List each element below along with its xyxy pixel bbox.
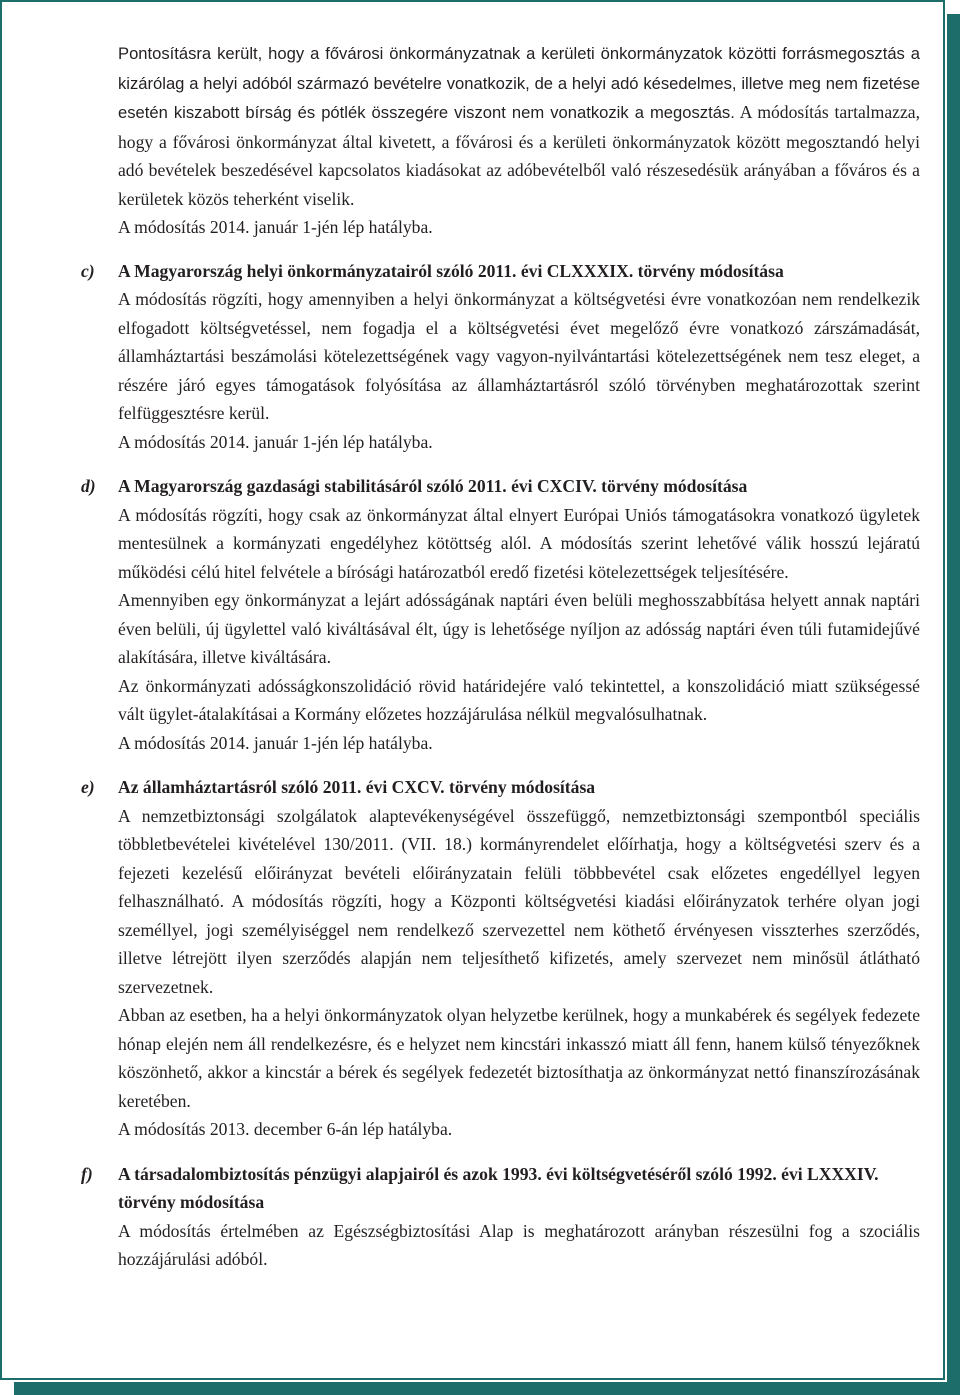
page-shadow-right [947,14,960,1395]
section-paragraph: A módosítás rögzíti, hogy csak az önkormányzat által elnyert Európai Uniós támogatásokra vonatkozó ügyletek mentesülnek a kormányzati engedélyhez kötöttség alól. A módosítás szerint lehetővé válik hosszú lejáratú működési célú hitel felvétele a bírósági határozatból eredő fizetési kötelezettségek teljesítésére. [118,504,920,582]
intro-paragraph [118,39,920,213]
section-paragraph: A nemzetbiztonsági szolgálatok alaptevékenységével összefüggő, nemzetbiztonsági szempontból speciális többletbevételei kivételével 130/2011. (VII. 18.) kormányrendelet előírhatja, hogy a költségvetési szerv és a fejezeti kezelésű előirányzat bevételi előirányzatain felüli többbevétel csak előzetes engedéllyel legyen felhasználható. A módosítás rögzíti, hogy a Központi költségvetési kiadási előirányzatok terhére olyan jogi személlyel, jogi személyiséggel nem rendelkező szervezettel nem köthető érvényesen visszterhes szerződés, illetve létrejött ilyen szerződés alapján nem teljesíthető kifizetés, amely szervezet nem minősül átlátható szervezetnek. [118,805,920,997]
section-c [81,257,920,457]
section-heading: Az államháztartásról szóló 2011. évi CXCV. törvény módosítása [118,777,596,797]
section-heading: A Magyarország gazdasági stabilitásáról szóló 2011. évi CXCIV. törvény módosítása [118,476,748,496]
section-paragraph: A módosítás rögzíti, hogy amennyiben a helyi önkormányzat a költségvetési évre vonatkozóan nem rendelkezik elfogadott költségvetéssel, nem fogadja el a költségvetési évet megelőző évre vonatkozó zárszámadását, államháztartási beszámolási kötelezettségének vagy vagyon-nyilvántartási kötelezettségének nem tesz eleget, a részére járó egyes támogatások folyósítása az államháztartásról szóló törvényben meghatározottak szerint felfüggesztésre kerül. [118,289,920,423]
section-paragraph: Amennyiben egy önkormányzat a lejárt adósságának naptári éven belüli meghosszabbítása helyett annak naptári éven belüli, új ügylettel való kiváltásával élt, úgy is lehetősége nyíljon az adósság naptári éven túli futamidejűvé alakítására, illetve kiváltására. [118,590,920,667]
intro-lead-text: Pontosításra került, hogy a fővárosi önkormányzatnak a kerületi önkormányzatok közötti forrásmegosztás a kizárólag a helyi adóból származó bevételre vonatkozik, de a helyi adó késedelmes, illetve meg nem fizetése esetén kiszabott bírság és pótlék összegére viszont nem vonatkozik a megosztás. [118,44,920,122]
section-marker: c) [81,260,95,281]
section-marker: e) [81,777,95,797]
section-paragraph: Abban az esetben, ha a helyi önkormányzatok olyan helyzetbe kerülnek, hogy a munkabérek és segélyek fedezete hónap elején nem áll rendelkezésre, és e helyzet nem kincstári inkasszó miatt áll fenn, hanem külső tényezőknek köszönhető, akkor a kincstár a bérek és segélyek fedezetét biztosíthatja az önkormányzat nettó finanszírozásának keretében. [118,1005,920,1111]
section-paragraph: A módosítás értelmében az Egészségbiztosítási Alap is meghatározott arányban részesülni fog a szociális hozzájárulási adóból. [118,1220,920,1269]
section-heading: A Magyarország helyi önkormányzatairól szóló 2011. évi CLXXXIX. törvény módosítása [118,260,784,281]
section-effective-date: A módosítás 2013. december 6-án lép hatályba. [118,1119,453,1139]
section-e [81,773,920,1144]
section-d [81,472,920,757]
page-content [81,39,920,1274]
section-f [81,1160,920,1274]
section-paragraph: Az önkormányzati adósságkonszolidáció rövid határidejére való tekintettel, a konszolidáció miatt szükségessé vált ügylet-átalakításai a Kormány előzetes hozzájárulása nélkül megvalósulhatnak. [118,675,920,724]
section-heading: A társadalombiztosítás pénzügyi alapjairól és azok 1993. évi költségvetéséről szóló 1992. évi LXXXIV. törvény módosítása [118,1163,879,1212]
section-marker: f) [81,1163,93,1184]
intro-rest-text: A módosítás tartalmazza, hogy a fővárosi önkormányzat által kivetett, a fővárosi és a kerületi önkormányzatok között megosztandó helyi adó bevételek beszedésével kapcsolatos kiadásokat az adóbevételből való részesedésük arányában a főváros és a kerületek közös teherként viselik. [118,102,920,209]
page-shadow-bottom [14,1382,960,1395]
intro-effective-date: A módosítás 2014. január 1-jén lép hatályba. [118,217,433,237]
section-effective-date: A módosítás 2014. január 1-jén lép hatályba. [118,431,433,452]
section-effective-date: A módosítás 2014. január 1-jén lép hatályba. [118,732,433,753]
section-marker: d) [81,476,96,496]
